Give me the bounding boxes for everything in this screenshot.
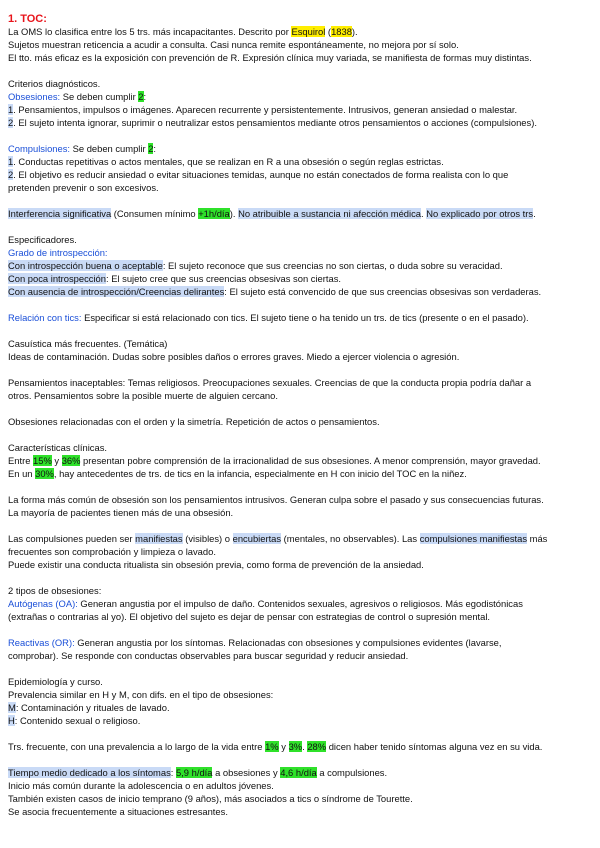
inicio-temprano-line: También existen casos de inicio temprano (9 años), más asociados a tics o síndrome de Tourette. <box>8 793 413 804</box>
highlight-percent: 1% <box>265 741 279 752</box>
highlight-term: Con ausencia de introspección/Creencias delirantes <box>8 286 225 297</box>
estres-line: Se asocia frecuentemente a situaciones estresantes. <box>8 806 228 817</box>
item-number: 2 <box>8 117 14 128</box>
text: Entre <box>8 455 34 466</box>
text: , hay antecedentes de trs. de tics en la infancia, especialmente en H con inicio del TOC en la niñez. <box>53 468 467 479</box>
highlight-percent: 28% <box>307 741 327 752</box>
text: . Conductas repetitivas o actos mentales, que se realizan en R a una obsesión o según reglas estrictas. <box>13 156 444 167</box>
compulsiones-line <box>8 142 593 155</box>
highlight-term: Con poca introspección <box>8 273 106 284</box>
highlight-percent: 30% <box>35 468 54 479</box>
title-text: 1. TOC: <box>8 13 47 25</box>
intro-line-3: El tto. más eficaz es la exposición con prevención de R. Expresión clínica muy variada, se manifiesta de formas muy distintas. <box>8 52 532 63</box>
compulsiones-label: Compulsiones: <box>8 143 71 154</box>
text: La OMS lo clasifica entre los 5 trs. más incapacitantes. Descrito por <box>8 26 292 37</box>
text: : <box>153 143 157 154</box>
highlight-compulsiones-manifiestas: compulsiones manifiestas <box>419 533 528 544</box>
mujeres-line <box>8 701 593 714</box>
highlight-sustancia: No atribuible a sustancia ni afección médica <box>238 208 422 219</box>
document-page <box>8 12 593 818</box>
intro-line-1 <box>8 25 593 38</box>
obsesiones-label: Obsesiones: <box>8 91 61 102</box>
casuistica-line-4: Obsesiones relacionadas con el orden y la simetría. Repetición de actos o pensamientos. <box>8 416 380 427</box>
highlight-letter: M <box>8 702 16 713</box>
compulsiones-item-2-cont: pretenden prevenir o son excesivos. <box>8 182 159 193</box>
autogenas-line <box>8 597 593 610</box>
text: . <box>421 208 427 219</box>
text: : El sujeto cree que sus creencias obsesivas son ciertas. <box>105 273 341 284</box>
compulsiones-item-1 <box>8 155 593 168</box>
text: . El objetivo es reducir ansiedad o evitar situaciones temidas, aunque no están conectados de forma realista con lo que <box>13 169 509 180</box>
text: : <box>170 767 176 778</box>
introspeccion-ausencia-line <box>8 285 593 298</box>
text: (visibles) o <box>182 533 233 544</box>
interferencia-line <box>8 207 593 220</box>
highlight-percent: 15% <box>33 455 52 466</box>
autogenas-label: Autógenas (OA): <box>8 598 78 609</box>
casuistica-heading: Casuística más frecuentes. (Temática) <box>8 338 168 349</box>
especificadores-heading: Especificadores. <box>8 234 77 245</box>
text: Generan angustia por los síntomas. Relacionadas con obsesiones y compulsiones evidentes (lavarse, <box>74 637 502 648</box>
caracteristicas-line-5 <box>8 532 593 545</box>
text: y <box>278 741 289 752</box>
highlight-interferencia: Interferencia significativa <box>8 208 112 219</box>
caracteristicas-line-3: La forma más común de obsesión son los pensamientos intrusivos. Generan culpa sobre el pasado y sus consecuencias futuras. <box>8 494 544 505</box>
caracteristicas-line-2 <box>8 467 593 480</box>
highlight-esquirol: Esquirol <box>291 26 326 37</box>
text: : Contenido sexual o religioso. <box>14 715 141 726</box>
text: ). <box>351 26 358 37</box>
text: . Pensamientos, impulsos o imágenes. Aparecen recurrente y persistentemente. Intrusivos, generan ansiedad o malestar. <box>13 104 518 115</box>
text: presentan pobre comprensión de la irracionalidad de sus obsesiones. A menor comprensión, mayor gravedad. <box>80 455 541 466</box>
document-title <box>8 12 593 25</box>
highlight-hours: 4,6 h/día <box>280 767 317 778</box>
text: Generan angustia por el impulso de daño. Contenidos sexuales, agresivos o religiosos. Más egodistónicas <box>77 598 523 609</box>
compulsiones-item-2 <box>8 168 593 181</box>
autogenas-line-cont: (extrañas o contrarias al yo). El objetivo del sujeto es dejar de pensar con estrategias de control o supresión mental. <box>8 611 491 622</box>
inicio-line: Inicio más común durante la adolescencia o en adultos jóvenes. <box>8 780 274 791</box>
grado-introspeccion-label: Grado de introspección: <box>8 247 108 258</box>
text: Se deben cumplir <box>70 143 149 154</box>
relacion-tics-label: Relación con tics: <box>8 312 82 323</box>
relacion-tics-line <box>8 311 593 324</box>
text: más <box>527 533 548 544</box>
intro-line-2: Sujetos muestran reticencia a acudir a consulta. Casi nunca remite espontáneamente, no mejora por sí solo. <box>8 39 459 50</box>
epidemiologia-heading: Epidemiología y curso. <box>8 676 103 687</box>
reactivas-line <box>8 636 593 649</box>
highlight-percent: 3% <box>288 741 303 752</box>
text: : El sujeto reconoce que sus creencias no son ciertas, o duda sobre su veracidad. <box>162 260 503 271</box>
obsesiones-line <box>8 90 593 103</box>
caracteristicas-heading: Características clínicas. <box>8 442 107 453</box>
caracteristicas-line-7: Puede existir una conducta ritualista sin obsesión previa, como forma de prevención de la ansiedad. <box>8 559 424 570</box>
highlight-percent: 36% <box>61 455 81 466</box>
item-number: 1 <box>8 156 14 167</box>
criterios-heading: Criterios diagnósticos. <box>8 78 101 89</box>
text: : <box>143 91 147 102</box>
prevalencia-line: Prevalencia similar en H y M, con difs. en el tipo de obsesiones: <box>8 689 274 700</box>
hombres-line <box>8 714 593 727</box>
obsesiones-item-1 <box>8 103 593 116</box>
text: Se deben cumplir <box>60 91 139 102</box>
reactivas-line-cont: comprobar). Se responde con conductas observables para buscar seguridad y reducir ansiedad. <box>8 650 409 661</box>
text: a compulsiones. <box>316 767 388 778</box>
highlight-manifiestas: manifiestas <box>135 533 183 544</box>
caracteristicas-line-1 <box>8 454 593 467</box>
prevalencia-vida-line <box>8 740 593 753</box>
text: ). <box>229 208 239 219</box>
introspeccion-poca-line <box>8 272 593 285</box>
highlight-letter: H <box>8 715 15 726</box>
text: . <box>533 208 536 219</box>
tipos-heading: 2 tipos de obsesiones: <box>8 585 102 596</box>
highlight-encubiertas: encubiertas <box>232 533 282 544</box>
text: En un <box>8 468 36 479</box>
text: Trs. frecuente, con una prevalencia a lo largo de la vida entre <box>8 741 266 752</box>
highlight-tiempo-medio: Tiempo medio dedicado a los síntomas <box>8 767 171 778</box>
introspeccion-buena-line <box>8 259 593 272</box>
text: Especificar si está relacionado con tics. El sujeto tiene o ha tenido un trs. de tics (presente o en el pasado). <box>81 312 529 323</box>
reactivas-label: Reactivas (OR): <box>8 637 75 648</box>
casuistica-line-2: Pensamientos inaceptables: Temas religiosos. Preocupaciones sexuales. Creencias de que la conducta propia podría dañar a <box>8 377 532 388</box>
highlight-year: 1838 <box>331 26 352 37</box>
caracteristicas-line-4: La mayoría de pacientes tienen más de una obsesión. <box>8 507 234 518</box>
text: ( <box>325 26 332 37</box>
text: y <box>51 455 62 466</box>
highlight-term: Con introspección buena o aceptable <box>8 260 163 271</box>
text: a obsesiones y <box>212 767 281 778</box>
text: dicen haber tenido síntomas alguna vez en su vida. <box>326 741 543 752</box>
text: (Consumen mínimo <box>111 208 199 219</box>
casuistica-line-1: Ideas de contaminación. Dudas sobre posibles daños o errores graves. Miedo a ejercer violencia o agresión. <box>8 351 460 362</box>
text: . <box>302 741 308 752</box>
item-number: 2 <box>8 169 14 180</box>
casuistica-line-3: otros. Pensamientos sobre la posible muerte de alguien cercano. <box>8 390 278 401</box>
item-number: 1 <box>8 104 14 115</box>
highlight-hours: 5,9 h/día <box>175 767 213 778</box>
text: : Contaminación y rituales de lavado. <box>15 702 170 713</box>
highlight-number: 2 <box>138 91 144 102</box>
text: (mentales, no observables). Las <box>281 533 420 544</box>
obsesiones-item-2 <box>8 116 593 129</box>
text: . El sujeto intenta ignorar, suprimir o neutralizar estos pensamientos mediante otros pensamientos o acciones (compulsiones). <box>13 117 537 128</box>
highlight-otros-trs: No explicado por otros trs <box>426 208 534 219</box>
highlight-hours: +1h/día <box>198 208 230 219</box>
text: Las compulsiones pueden ser <box>8 533 136 544</box>
caracteristicas-line-6: frecuentes son comprobación y limpieza o lavado. <box>8 546 216 557</box>
text: : El sujeto está convencido de que sus creencias obsesivas son verdaderas. <box>224 286 542 297</box>
tiempo-medio-line <box>8 766 593 779</box>
highlight-number: 2 <box>148 143 154 154</box>
